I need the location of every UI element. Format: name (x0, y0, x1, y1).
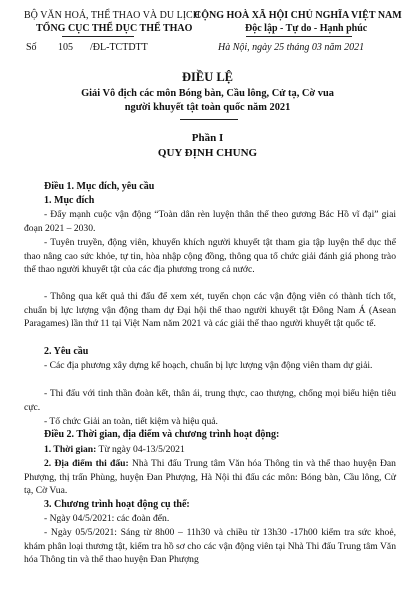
doc-number: 105 (58, 42, 73, 53)
part-label: Phần I (191, 132, 224, 144)
time-line (24, 443, 396, 457)
date-line: Hà Nội, ngày 25 tháng 03 năm 2021 (218, 42, 365, 53)
republic-title: CỘNG HOÀ XÃ HỘI CHỦ NGHĨA VIỆT NAM (194, 10, 402, 21)
paragraph-purpose-3: - Thông qua kết quả thi đấu để xem xét, tuyển chọn các vận động viên có thành tích tốt, chuẩn bị lực lượng vận động tham dự Đại hội thể thao người khuyết tật Đông Nam Á (Asean Paragames) lần thứ 11 tại Việt Nam năm 2021 và các giải thể thao người khuyết tật quốc tế. (24, 291, 396, 330)
paragraph-requirement-3: - Tổ chức Giải an toàn, tiết kiệm và hiệu quả. (44, 416, 218, 427)
part-title: QUY ĐỊNH CHUNG (157, 147, 258, 159)
venue-label: 2. Địa điểm thi đấu: (44, 458, 129, 469)
venue-paragraph (24, 457, 396, 498)
section-1-heading: 1. Mục đích (44, 195, 95, 206)
title-line-1: Giải Vô địch các môn Bóng bàn, Cầu lông, Cử tạ, Cờ vua (81, 88, 334, 99)
venue-value: Nhà Thi đấu Trung tâm Văn hóa Thông tin và thể thao huyện Đan Phượng, thị trấn Phùng, huyện Đan Phượng, Hà Nội thi đấu các môn: Bóng bàn, Cầu lông, Cử tạ, Cờ Vua. (24, 458, 396, 497)
time-label: 1. Thời gian: (44, 444, 97, 455)
ministry-name: BỘ VĂN HOÁ, THỂ THAO VÀ DU LỊCH (24, 10, 200, 21)
doc-code: /ĐL-TCTDTT (90, 42, 148, 53)
article-1-heading: Điều 1. Mục đích, yêu cầu (44, 181, 155, 192)
department-name: TỔNG CỤC THỂ DỤC THỂ THAO (36, 23, 193, 34)
document-title: ĐIỀU LỆ (181, 70, 234, 84)
schedule-day-1: - Ngày 04/5/2021: các đoàn đến. (44, 513, 170, 524)
department-underline (62, 36, 134, 37)
paragraph-requirement-1: - Các địa phương xây dựng kế hoạch, chuẩn bị lực lượng vận động viên tham dự giải. (44, 360, 373, 371)
paragraph-requirement-2: - Thi đấu với tinh thần đoàn kết, thân ái, trung thực, cao thượng, chống mọi biểu hiện tiêu cực. (24, 388, 396, 413)
article-2-heading: Điều 2. Thời gian, địa điểm và chương trình hoạt động: (44, 429, 280, 440)
paragraph-purpose-2: - Tuyên truyền, động viên, khuyến khích người khuyết tật tham gia tập luyện thể dục thể thao nâng cao sức khỏe, tự tin, hòa nhập cộng đồng, thông qua tổ chức giải đánh giá phong trào thể thao người khuyết tật của các địa phương trong cả nước. (24, 237, 396, 276)
section-3-heading: 3. Chương trình hoạt động cụ thể: (44, 499, 190, 510)
paragraph-purpose-1: - Đẩy mạnh cuộc vận động “Toàn dân rèn luyện thân thể theo gương Bác Hồ vĩ đại” giai đoạn 2021 – 2030. (24, 209, 396, 234)
doc-number-label: Số (26, 42, 37, 53)
title-divider (180, 119, 238, 120)
time-value: Từ ngày 04-13/5/2021 (96, 444, 185, 455)
schedule-day-2: - Ngày 05/5/2021: Sáng từ 8h00 – 11h30 và chiều từ 13h30 -17h00 kiểm tra sức khoẻ, khám phân loại thương tật, kiểm tra hồ sơ cho các vận động viên tại Nhà Thi đấu Trung tâm Văn hóa Thông tin và thể thao huyện Đan Phượng (24, 527, 396, 566)
section-2-heading: 2. Yêu cầu (44, 346, 89, 357)
national-motto: Độc lập - Tự do - Hạnh phúc (245, 23, 368, 34)
title-line-2: người khuyết tật toàn quốc năm 2021 (124, 102, 291, 113)
motto-underline (246, 36, 352, 37)
